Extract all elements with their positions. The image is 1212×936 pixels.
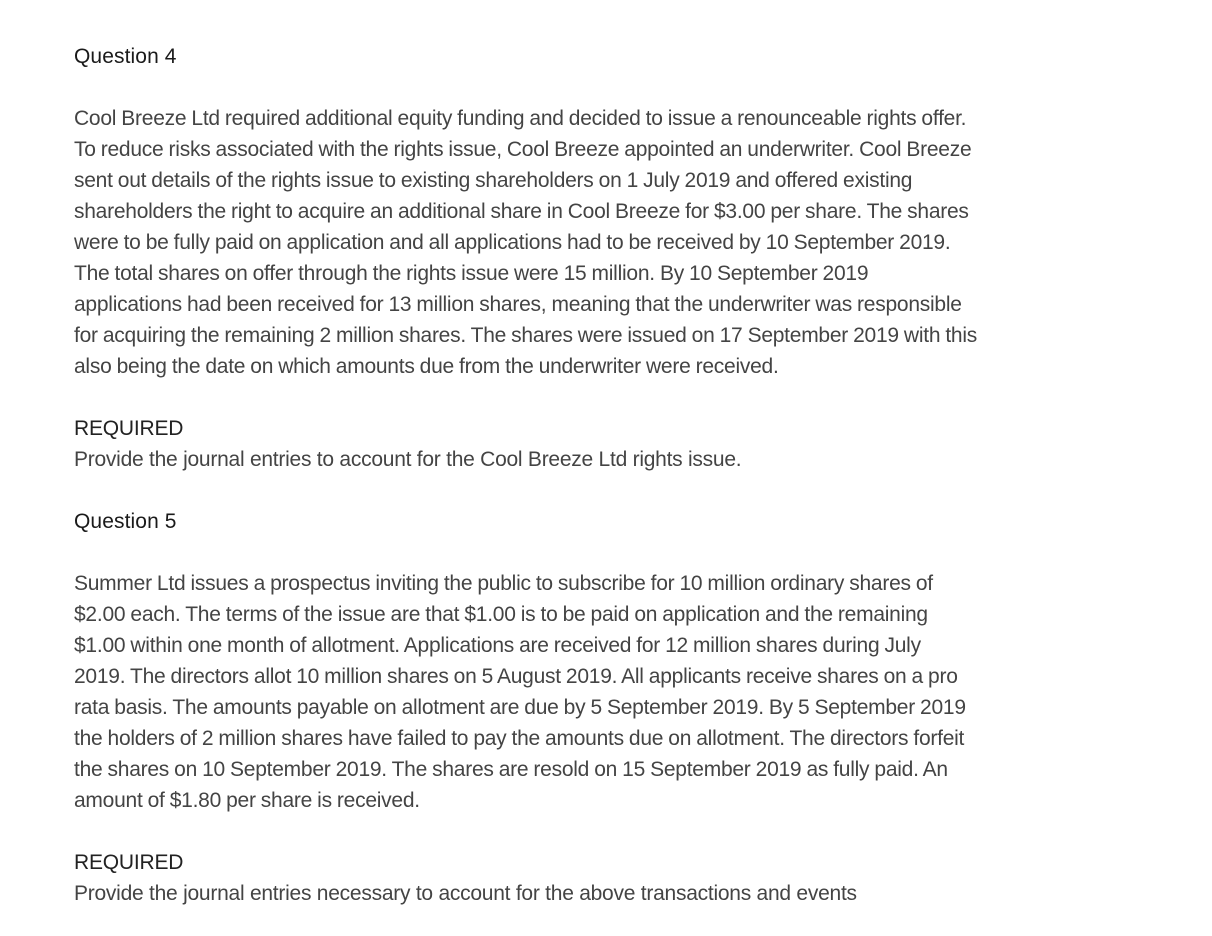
- question-4-line: were to be fully paid on application and all applications had to be received by 10 September 2019.: [74, 231, 951, 254]
- question-4-line: The total shares on offer through the rights issue were 15 million. By 10 September 2019: [74, 262, 869, 285]
- question-5-line: rata basis. The amounts payable on allotment are due by 5 September 2019. By 5 September 2019: [74, 696, 966, 719]
- question-5-required-label: REQUIRED: [74, 851, 184, 874]
- question-5-line: $2.00 each. The terms of the issue are that $1.00 is to be paid on application and the remaining: [74, 603, 928, 626]
- question-4-line: for acquiring the remaining 2 million shares. The shares were issued on 17 September 2019 with this: [74, 324, 978, 347]
- question-5-body: [74, 568, 966, 816]
- question-5-line: the holders of 2 million shares have failed to pay the amounts due on allotment. The directors forfeit: [74, 727, 965, 750]
- question-4-line: sent out details of the rights issue to existing shareholders on 1 July 2019 and offered existing: [74, 169, 913, 192]
- question-4-line: also being the date on which amounts due from the underwriter were received.: [74, 355, 779, 378]
- question-5-line: 2019. The directors allot 10 million shares on 5 August 2019. All applicants receive shares on a pro: [74, 665, 958, 688]
- question-4-line: Cool Breeze Ltd required additional equity funding and decided to issue a renounceable rights offer.: [74, 107, 967, 130]
- question-4-body: [74, 103, 977, 382]
- question-4-line: To reduce risks associated with the rights issue, Cool Breeze appointed an underwriter. Cool Breeze: [74, 138, 972, 161]
- question-4-line: applications had been received for 13 million shares, meaning that the underwriter was responsible: [74, 293, 962, 316]
- question-4-required-label: REQUIRED: [74, 417, 184, 440]
- question-4-title: Question 4: [74, 45, 177, 68]
- question-5-line: amount of $1.80 per share is received.: [74, 789, 420, 812]
- question-5-title: Question 5: [74, 510, 177, 533]
- question-4-line: shareholders the right to acquire an additional share in Cool Breeze for $3.00 per share. The shares: [74, 200, 969, 223]
- question-5-line: $1.00 within one month of allotment. Applications are received for 12 million shares during July: [74, 634, 921, 657]
- question-5-line: the shares on 10 September 2019. The shares are resold on 15 September 2019 as fully paid. An: [74, 758, 948, 781]
- question-5-line: Summer Ltd issues a prospectus inviting the public to subscribe for 10 million ordinary shares of: [74, 572, 933, 595]
- question-4-required-text: Provide the journal entries to account for the Cool Breeze Ltd rights issue.: [74, 448, 742, 471]
- question-5-required-text: Provide the journal entries necessary to account for the above transactions and events: [74, 882, 857, 905]
